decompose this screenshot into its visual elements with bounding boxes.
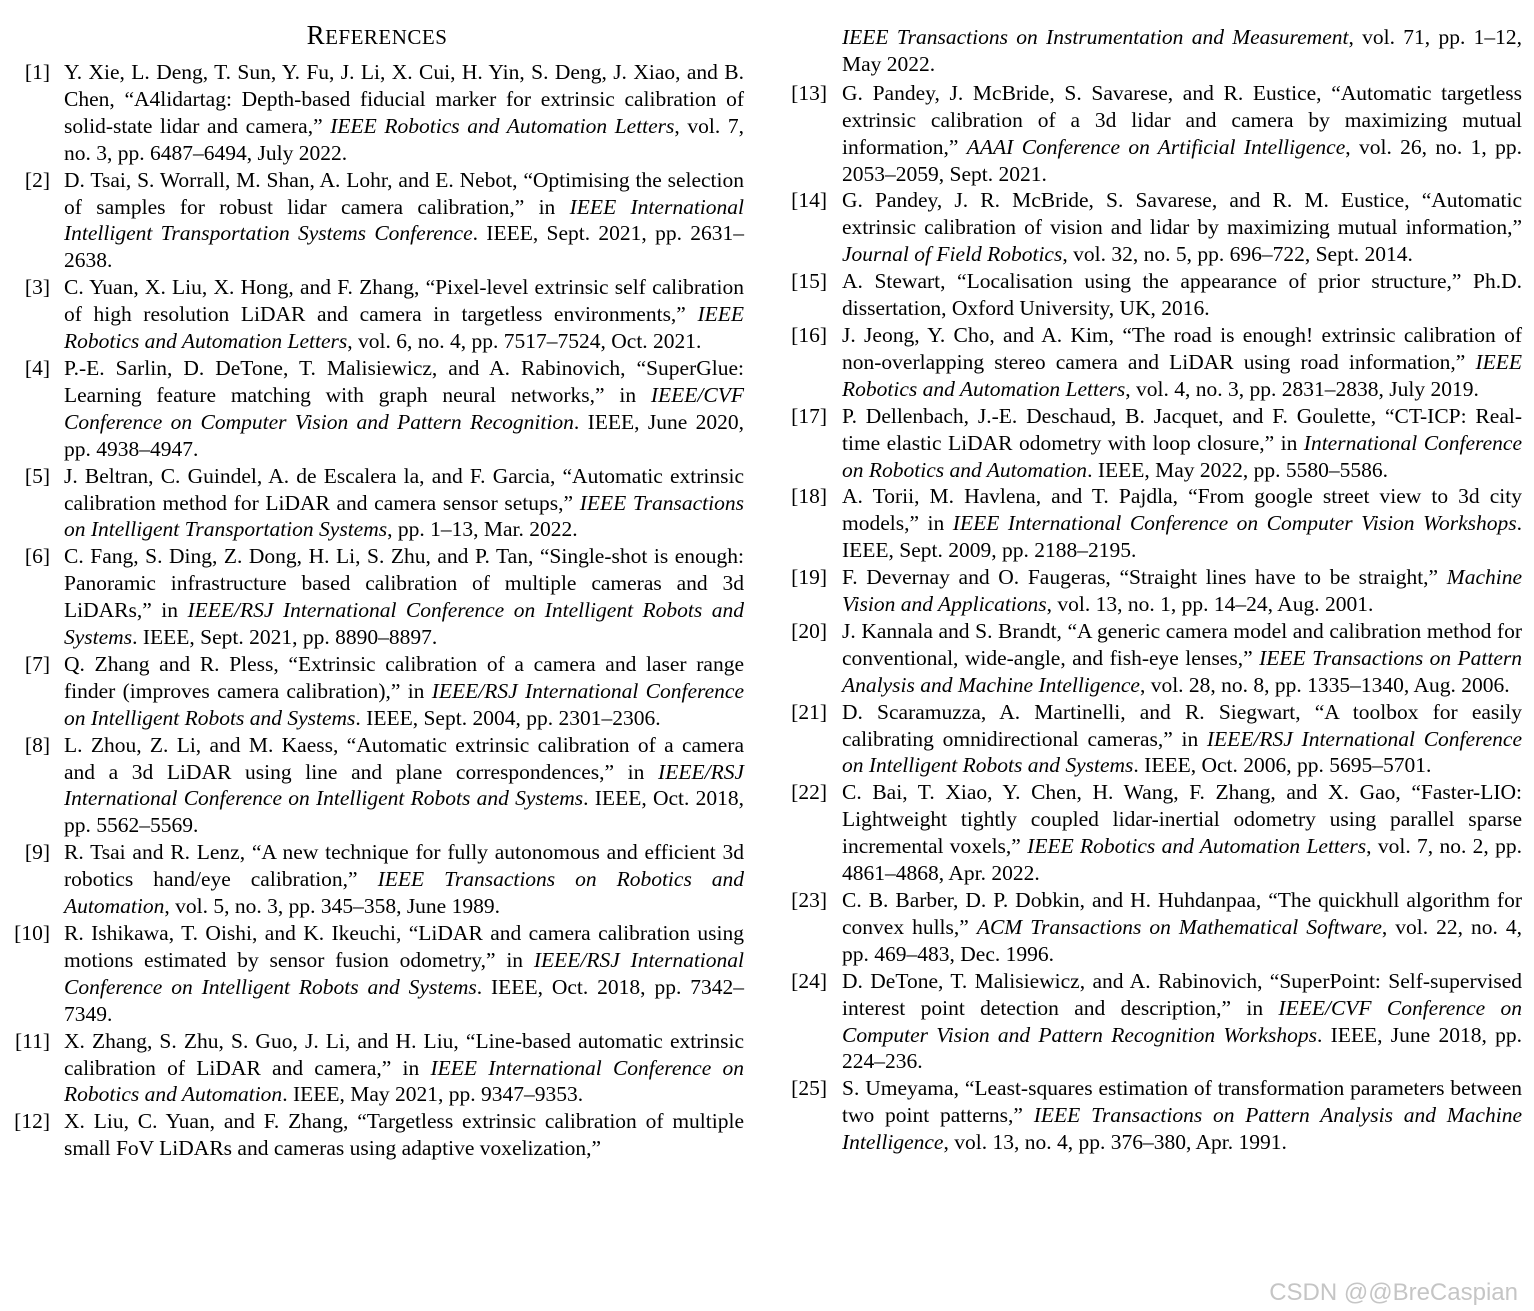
ref-number: [16] <box>791 322 827 347</box>
ref-details: , vol. 13, no. 1, pp. 14–24, Aug. 2001. <box>1046 592 1374 617</box>
ref-authors-title: C. Bai, T. Xiao, Y. Chen, H. Wang, F. Zhang, and X. Gao, “Faster-LIO: Lightweight tightly coupled lidar-inertial odometry using parallel sparse incremental voxels,” <box>842 780 1522 859</box>
ref-number: [20] <box>791 618 827 643</box>
ref-venue: IEEE International Intelligent Transportation Systems Conference <box>64 194 744 246</box>
reference-entry <box>787 322 1522 403</box>
ref-details: . IEEE, June 2018, pp. 224–236. <box>842 1022 1523 1074</box>
reference-entry <box>787 187 1522 268</box>
ref-details: . IEEE, Sept. 2004, pp. 2301–2306. <box>355 705 661 730</box>
reference-entry <box>787 80 1522 188</box>
ref-details: . IEEE, Sept. 2021, pp. 2631–2638. <box>64 221 744 273</box>
ref-number: [7] <box>24 651 50 676</box>
ref-authors-title: X. Zhang, S. Zhu, S. Guo, J. Li, and H. Liu, “Line-based automatic extrinsic calibration of LiDAR and camera,” in <box>64 1028 744 1080</box>
ref-details: . IEEE, June 2020, pp. 4938–4947. <box>64 409 744 461</box>
ref-venue: IEEE/RSJ International Conference on Intelligent Robots and Systems <box>842 726 1522 778</box>
ref-venue: IEEE International Conference on Computer Vision Workshops <box>952 511 1517 536</box>
ref-venue: IEEE Transactions on Instrumentation and Measurement <box>842 25 1349 49</box>
ref-number: [11] <box>14 1028 50 1053</box>
reference-entry <box>787 268 1522 322</box>
ref-authors-title: X. Liu, C. Yuan, and F. Zhang, “Targetless extrinsic calibration of multiple small FoV LiDARs and cameras using adaptive voxelization,” <box>64 1109 744 1161</box>
ref-details: . IEEE, Sept. 2021, pp. 8890–8897. <box>132 625 438 650</box>
reference-list-left <box>10 59 744 1162</box>
reference-entry <box>787 618 1522 699</box>
heading-initial: R <box>306 20 326 50</box>
ref-details: , vol. 26, no. 1, pp. 2053–2059, Sept. 2021. <box>842 134 1522 186</box>
reference-entry <box>10 1028 744 1109</box>
reference-entry <box>787 564 1522 618</box>
ref-details: . IEEE, Oct. 2018, pp. 7342–7349. <box>64 974 744 1026</box>
ref-details: , pp. 1–13, Mar. 2022. <box>387 517 578 542</box>
ref-venue: IEEE Robotics and Automation Letters <box>1027 834 1367 859</box>
ref-authors-title: S. Umeyama, “Least-squares estimation of transformation parameters between two point patterns,” <box>842 1076 1522 1128</box>
ref-venue: IEEE Robotics and Automation Letters <box>330 113 675 138</box>
ref-details: , vol. 6, no. 4, pp. 7517–7524, Oct. 2021. <box>347 329 702 354</box>
ref-number: [22] <box>791 780 827 805</box>
ref-details: . IEEE, May 2021, pp. 9347–9353. <box>282 1082 584 1107</box>
ref-number: [6] <box>24 544 50 569</box>
ref-details: , vol. 4, no. 3, pp. 2831–2838, July 2019. <box>1125 376 1479 401</box>
reference-entry <box>10 274 744 355</box>
reference-entry <box>10 651 744 732</box>
reference-entry <box>10 920 744 1028</box>
ref-details: , vol. 28, no. 8, pp. 1335–1340, Aug. 2006. <box>1139 672 1510 697</box>
ref-venue: IEEE Robotics and Automation Letters <box>64 302 744 354</box>
ref-number: [19] <box>791 565 827 590</box>
ref-venue: IEEE Transactions on Intelligent Transportation Systems <box>64 490 744 542</box>
ref-authors-title: G. Pandey, J. McBride, S. Savarese, and R. Eustice, “Automatic targetless extrinsic calibration of a 3d lidar and camera by maximizing mutual information,” <box>842 80 1522 159</box>
ref-venue: IEEE/RSJ International Conference on Intelligent Robots and Systems <box>64 598 745 650</box>
ref-number: [4] <box>24 355 50 380</box>
ref-venue: IEEE Transactions on Pattern Analysis and Machine Intelligence <box>842 1103 1522 1155</box>
watermark: CSDN @@BreCaspian <box>1269 1279 1518 1306</box>
ref-number: [2] <box>24 167 50 192</box>
ref-venue: ACM Transactions on Mathematical Software <box>976 914 1382 939</box>
ref-authors-title: C. Fang, S. Ding, Z. Dong, H. Li, S. Zhu, and P. Tan, “Single-shot is enough: Panoramic infrastructure based calibration of multiple cameras and 3d LiDARs,” in <box>64 544 744 623</box>
ref-number: [23] <box>791 888 827 912</box>
reference-entry <box>787 403 1522 484</box>
ref-venue: IEEE/RSJ International Conference on Intelligent Robots and Systems <box>64 947 744 999</box>
reference-entry <box>10 59 744 167</box>
section-heading <box>10 22 744 51</box>
ref-details: . IEEE, Oct. 2006, pp. 5695–5701. <box>1133 753 1432 778</box>
ref-number: [10] <box>14 921 50 945</box>
ref-number: [14] <box>791 188 827 213</box>
ref-authors-title: G. Pandey, J. R. McBride, S. Savarese, and R. M. Eustice, “Automatic extrinsic calibration of vision and lidar by maximizing mutual information,” <box>842 188 1522 240</box>
ref-authors-title: Y. Xie, L. Deng, T. Sun, Y. Fu, J. Li, X. Cui, H. Yin, S. Deng, J. Xiao, and B. Chen, “A4lidartag: Depth-based fiducial marker for extrinsic calibration of solid-state lidar and camera,” <box>64 60 744 138</box>
ref-authors-title: J. Beltran, C. Guindel, A. de Escalera la, and F. Garcia, “Automatic extrinsic calibration method for LiDAR and camera sensor setups,” <box>64 463 744 515</box>
heading-rest: EFERENCES <box>325 25 448 49</box>
ref-authors-title: C. Yuan, X. Liu, X. Hong, and F. Zhang, “Pixel-level extrinsic self calibration of high resolution LiDAR and camera in targetless environments,” <box>64 275 744 327</box>
ref-number: [1] <box>24 60 50 84</box>
ref-authors-title: J. Jeong, Y. Cho, and A. Kim, “The road is enough! extrinsic calibration of non-overlapping stereo camera and LiDAR using road information,” <box>842 322 1522 374</box>
ref-details: . IEEE, May 2022, pp. 5580–5586. <box>1087 457 1389 482</box>
ref-number: [13] <box>791 80 827 105</box>
reference-entry <box>787 887 1522 968</box>
ref-details: , vol. 22, no. 4, pp. 469–483, Dec. 1996. <box>842 914 1522 966</box>
ref-venue: IEEE Robotics and Automation Letters <box>842 349 1522 401</box>
ref-venue: Journal of Field Robotics <box>842 242 1063 267</box>
ref-authors-title: R. Ishikawa, T. Oishi, and K. Ikeuchi, “LiDAR and camera calibration using motions estimated by sensor fusion odometry,” in <box>64 921 744 972</box>
ref-venue: AAAI Conference on Artificial Intelligence <box>966 134 1346 159</box>
ref-details: , vol. 71, pp. 1–12, May 2022. <box>842 25 1522 76</box>
reference-entry <box>10 463 744 544</box>
reference-entry <box>10 355 744 463</box>
ref-number: [5] <box>24 463 50 488</box>
ref-authors-title: Q. Zhang and R. Pless, “Extrinsic calibration of a camera and laser range finder (improves camera calibration),” in <box>64 651 744 703</box>
reference-entry <box>787 483 1522 564</box>
ref-authors-title: L. Zhou, Z. Li, and M. Kaess, “Automatic extrinsic calibration of a camera and a 3d LiDAR using line and plane correspondences,” in <box>64 732 744 784</box>
reference-entry <box>10 543 744 651</box>
reference-entry <box>787 968 1522 1076</box>
ref-authors-title: A. Torii, M. Havlena, and T. Pajdla, “From google street view to 3d city models,” in <box>842 484 1522 536</box>
reference-list-right <box>787 80 1522 1156</box>
ref-details: , vol. 5, no. 3, pp. 345–358, June 1989. <box>164 894 500 919</box>
ref-authors-title: P.-E. Sarlin, D. DeTone, T. Malisiewicz, and A. Rabinovich, “SuperGlue: Learning feature matching with graph neural networks,” in <box>64 355 744 407</box>
ref-venue: IEEE Transactions on Robotics and Automation <box>64 867 744 919</box>
ref-details: , vol. 7, no. 3, pp. 6487–6494, July 2022. <box>64 113 744 165</box>
reference-entry <box>10 167 744 275</box>
ref-details: . IEEE, Oct. 2018, pp. 5562–5569. <box>64 786 744 838</box>
ref-number: [17] <box>791 403 827 428</box>
ref-venue: IEEE/CVF Conference on Computer Vision and Pattern Recognition <box>64 382 744 434</box>
ref-authors-title: J. Kannala and S. Brandt, “A generic camera model and calibration method for conventional, wide-angle, and fish-eye lenses,” <box>842 618 1522 670</box>
ref-number: [3] <box>24 275 50 300</box>
reference-entry <box>10 1108 744 1162</box>
left-column <box>10 0 744 1162</box>
ref-venue: Machine Vision and Applications <box>842 565 1522 617</box>
ref-details: , vol. 7, no. 2, pp. 4861–4868, Apr. 2022. <box>842 834 1522 886</box>
ref-venue: IEEE/RSJ International Conference on Intelligent Robots and Systems <box>64 678 744 730</box>
reference-entry <box>787 699 1522 780</box>
reference-entry <box>10 732 744 840</box>
ref-number: [18] <box>791 484 827 509</box>
ref-details: , vol. 13, no. 4, pp. 376–380, Apr. 1991. <box>943 1130 1287 1155</box>
ref-venue: International Conference on Robotics and Automation <box>842 430 1522 482</box>
ref-venue: IEEE Transactions on Pattern Analysis and Machine Intelligence <box>842 645 1522 697</box>
ref-number: [25] <box>791 1076 827 1101</box>
ref-authors-title: R. Tsai and R. Lenz, “A new technique for fully autonomous and efficient 3d robotics hand/eye calibration,” <box>64 840 744 892</box>
ref-authors-title: F. Devernay and O. Faugeras, “Straight lines have to be straight,” <box>842 565 1447 590</box>
ref-authors-title: C. B. Barber, D. P. Dobkin, and H. Huhdanpaa, “The quickhull algorithm for convex hulls,” <box>842 888 1522 939</box>
ref-venue: IEEE/RSJ International Conference on Intelligent Robots and Systems <box>64 759 744 811</box>
right-column <box>787 0 1522 1156</box>
reference-12-continuation <box>787 24 1522 78</box>
ref-number: [12] <box>14 1109 50 1134</box>
ref-number: [9] <box>24 840 50 865</box>
ref-number: [21] <box>791 699 827 724</box>
ref-details: . IEEE, Sept. 2009, pp. 2188–2195. <box>842 511 1522 563</box>
ref-authors-title: D. Scaramuzza, A. Martinelli, and R. Siegwart, “A toolbox for easily calibrating omnidirectional cameras,” in <box>842 699 1522 751</box>
ref-number: [24] <box>791 968 827 993</box>
ref-authors-title: D. Tsai, S. Worrall, M. Shan, A. Lohr, and E. Nebot, “Optimising the selection of samples for robust lidar camera calibration,” in <box>64 167 744 219</box>
reference-entry <box>787 1075 1522 1156</box>
ref-venue: IEEE/CVF Conference on Computer Vision and Pattern Recognition Workshops <box>842 995 1522 1047</box>
ref-number: [8] <box>24 732 50 757</box>
ref-authors-title: D. DeTone, T. Malisiewicz, and A. Rabinovich, “SuperPoint: Self-supervised interest point detection and description,” in <box>842 968 1522 1020</box>
reference-entry <box>787 779 1522 887</box>
ref-authors-title: A. Stewart, “Localisation using the appearance of prior structure,” Ph.D. dissertation, Oxford University, UK, 2016. <box>842 269 1522 321</box>
ref-venue: IEEE International Conference on Robotics and Automation <box>64 1055 744 1107</box>
reference-entry <box>10 839 744 920</box>
ref-number: [15] <box>791 269 827 294</box>
ref-details: , vol. 32, no. 5, pp. 696–722, Sept. 2014. <box>1062 242 1413 267</box>
ref-authors-title: P. Dellenbach, J.-E. Deschaud, B. Jacquet, and F. Goulette, “CT-ICP: Real-time elastic LiDAR odometry with loop closure,” in <box>842 403 1522 455</box>
